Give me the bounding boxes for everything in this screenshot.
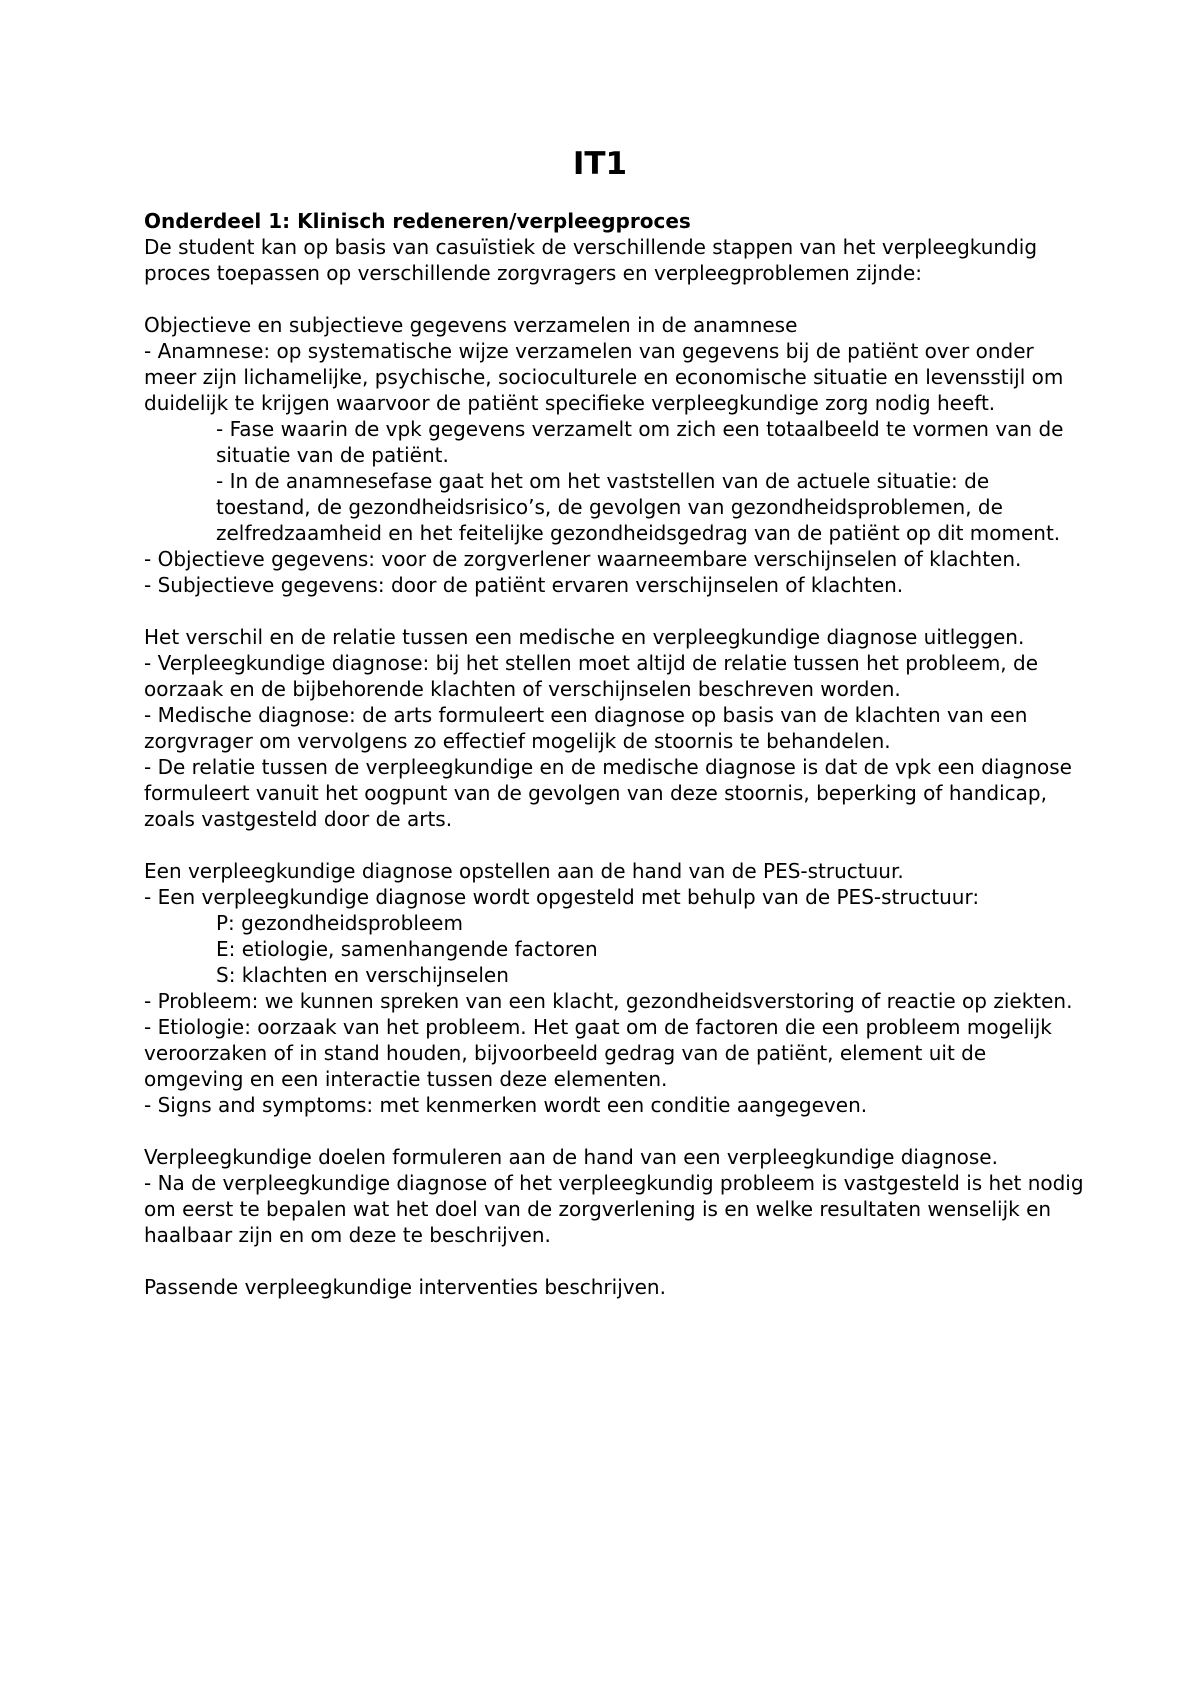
spacer — [144, 832, 1084, 858]
spacer — [144, 1248, 1084, 1274]
pes-item-s: S: klachten en verschijnselen — [216, 963, 509, 987]
sub-bullet-fase: - Fase waarin de vpk gegevens verzamelt om zich een totaalbeeld te vormen van de situatie van de patiënt. — [216, 417, 1064, 467]
bullet-medische-diagnose: - Medische diagnose: de arts formuleert een diagnose op basis van de klachten van een zorgvrager om vervolgens zo effectief mogelijk de stoornis te behandelen. — [144, 703, 1028, 753]
bullet-subjectieve-gegevens: - Subjectieve gegevens: door de patiënt ervaren verschijnselen of klachten. — [144, 573, 904, 597]
spacer — [144, 286, 1084, 312]
block4-heading: Verpleegkundige doelen formuleren aan de hand van een verpleegkundige diagnose. — [144, 1145, 998, 1169]
document-body — [144, 208, 1084, 1300]
block5-heading: Passende verpleegkundige interventies beschrijven. — [144, 1275, 666, 1299]
block3-heading: Een verpleegkundige diagnose opstellen aan de hand van de PES-structuur. — [144, 859, 904, 883]
bullet-etiologie: - Etiologie: oorzaak van het probleem. Het gaat om de factoren die een probleem mogelijk veroorzaken of in stand houden, bijvoorbeeld gedrag van de patiënt, element uit de omgeving en een interactie tussen deze elementen. — [144, 1015, 1052, 1091]
bullet-anamnese: - Anamnese: op systematische wijze verzamelen van gegevens bij de patiënt over onder meer zijn lichamelijke, psychische, socioculturele en economische situatie en levensstijl om duidelijk te krijgen waarvoor de patiënt specifieke verpleegkundige zorg nodig heeft. — [144, 339, 1064, 415]
block2-heading: Het verschil en de relatie tussen een medische en verpleegkundige diagnose uitleggen. — [144, 625, 1025, 649]
sub-bullet-anamnesefase: - In de anamnesefase gaat het om het vaststellen van de actuele situatie: de toestand, de gezondheidsrisico’s, de gevolgen van gezondheidsproblemen, de zelfredzaamheid en het feitelijke gezondheidsgedrag van de patiënt op dit moment. — [216, 469, 1061, 545]
pes-item-p: P: gezondheidsprobleem — [216, 911, 463, 935]
bullet-verpleegkundige-diagnose: - Verpleegkundige diagnose: bij het stellen moet altijd de relatie tussen het probleem, de oorzaak en de bijbehorende klachten of verschijnselen beschreven worden. — [144, 651, 1039, 701]
spacer — [144, 1118, 1084, 1144]
bullet-signs-symptoms: - Signs and symptoms: met kenmerken wordt een conditie aangegeven. — [144, 1093, 868, 1117]
bullet-relatie: - De relatie tussen de verpleegkundige en de medische diagnose is dat de vpk een diagnose formuleert vanuit het oogpunt van de gevolgen van deze stoornis, beperking of handicap, zoals vastgesteld door de arts. — [144, 755, 1072, 831]
bullet-probleem: - Probleem: we kunnen spreken van een klacht, gezondheidsverstoring of reactie op ziekten. — [144, 989, 1073, 1013]
pes-item-e: E: etiologie, samenhangende factoren — [216, 937, 598, 961]
document-title: IT1 — [572, 146, 628, 182]
block1-heading: Objectieve en subjectieve gegevens verzamelen in de anamnese — [144, 313, 798, 337]
intro-paragraph: De student kan op basis van casuïstiek de verschillende stappen van het verpleegkundig proces toepassen op verschillende zorgvragers en verpleegproblemen zijnde: — [144, 235, 1038, 285]
spacer — [144, 598, 1084, 624]
bullet-objectieve-gegevens: - Objectieve gegevens: voor de zorgverlener waarneembare verschijnselen of klachten. — [144, 547, 1022, 571]
bullet-pes-opgesteld: - Een verpleegkundige diagnose wordt opgesteld met behulp van de PES-structuur: — [144, 885, 980, 909]
section-heading: Onderdeel 1: Klinisch redeneren/verpleegproces — [144, 209, 691, 233]
bullet-doelen: - Na de verpleegkundige diagnose of het verpleegkundig probleem is vastgesteld is het nodig om eerst te bepalen wat het doel van de zorgverlening is en welke resultaten wenselijk en haalbaar zijn en om deze te beschrijven. — [144, 1171, 1084, 1247]
